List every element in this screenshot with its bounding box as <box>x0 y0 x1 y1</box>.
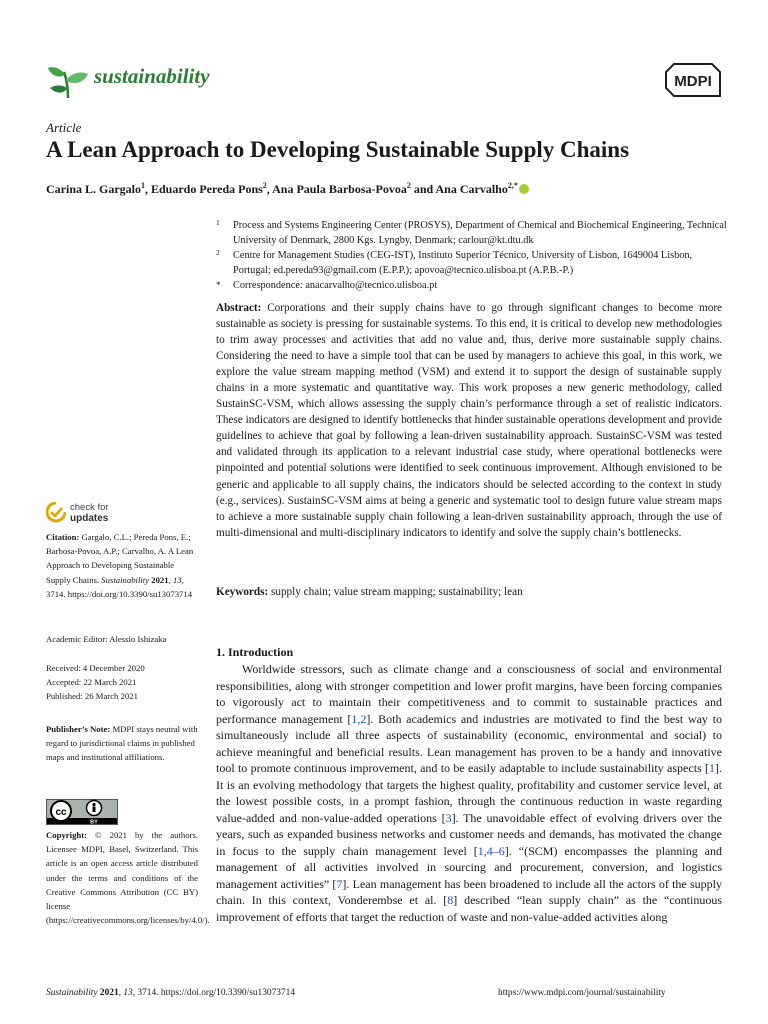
check-for-updates-line1: check for <box>70 502 109 513</box>
publisher-note <box>46 722 198 765</box>
cc-symbol-text: cc <box>55 807 67 818</box>
footer-journal-url[interactable]: https://www.mdpi.com/journal/sustainability <box>498 988 666 998</box>
orcid-icon[interactable] <box>519 184 529 194</box>
affiliations <box>216 218 728 293</box>
correspondence-item <box>216 278 728 293</box>
citation-ref-link[interactable]: 8 <box>447 893 454 907</box>
author-affil-mark: 2,* <box>507 181 518 190</box>
check-for-updates-line2: updates <box>70 513 109 524</box>
author-separator: , <box>266 182 273 196</box>
citation-text: Gargalo, C.L.; Pereda Pons, E.; Barbosa-Povoa, A.P.; Carvalho, A. A Lean Approach to Developing Sustainable Supply Chains. <box>46 532 194 585</box>
academic-editor: Academic Editor: Alessio Ishizaka <box>46 634 167 644</box>
citation-volume: 13 <box>172 574 182 585</box>
section-heading-introduction: 1. Introduction <box>216 645 294 659</box>
citation-ref-link[interactable]: 7 <box>336 876 343 891</box>
mdpi-logo-text: MDPI <box>674 73 712 90</box>
introduction-text: ]. “(SCM) encompasses the planning and management of all activities involved in sourcing and procurement, conversion, and logistics management activities” [ <box>216 843 722 891</box>
abstract-label: Abstract: <box>216 302 262 314</box>
cc-by-license-icon[interactable] <box>46 799 118 825</box>
affiliation-item <box>216 218 728 248</box>
citation-year: 2021 <box>151 574 169 585</box>
citation-block: Citation: Gargalo, C.L.; Pereda Pons, E.; Barbosa-Povoa, A.P.; Carvalho, A. A Lean Approach to Developing Sustainable Supply Chains. Sustainability 2021, 13, 3714. https://doi.org/10.3390/su13073714 <box>46 532 194 599</box>
abstract-text: Corporations and their supply chains have to go through significant changes to become more sustainable as society is pressing for sustainable systems. To this end, it is critical to develop new methodologies to trim away processes and activities that add no value and, thus, derive more sustainable supply chains. Considering the need to have a simple tool that can be used by managers to achieve this goal, in this work, we explore the value stream mapping method (VSM) and extend it to support the design of sustainable supply chains in a more systematic and quantitative way. This work proposes a new generic methodology, called SustainSC-VSM, which allows assessing the supply chain’s performance through a set of realistic indicators. These indicators are designed to identify bottlenecks that hinder sustainable operations development and provide guidelines to achieve that goal by following a lean-driven sustainability approach. SustainSC-VSM was tested and validated through its application to a relevant industrial case study, where operational bottlenecks were pinpointed and potential solutions were identified to seek continuous improvement. Although envisioned to be generic and applicable to all supply chains, the indicators should be selected according to the context in study (e.g., services). SustainSC-VSM aims at being a generic and systematic tool to design future value stream maps to achieve a more sustainable supply chain following a lean-driven sustainability approach, through the use of multi-dimensional and multi-disciplinary indicators to identify and solve the supply chain’s bottlenecks. <box>216 302 723 539</box>
footer-journal: Sustainability <box>46 988 98 998</box>
introduction-text: ]. The unavoidable effect of evolving drivers over the years, such as expanded business networks and customer needs and demands, has motivated the change in focus to the supply chain management level [ <box>216 810 722 858</box>
author-list <box>46 181 529 197</box>
citation-ref-link[interactable]: 1 <box>709 761 715 775</box>
citation-ref-link[interactable]: 1,4–6 <box>477 843 505 858</box>
keywords <box>216 584 722 600</box>
footer-citation: Sustainability 2021, 13, 3714. https://doi.org/10.3390/su13073714 <box>46 988 296 998</box>
author-affil-mark: 2 <box>406 181 411 190</box>
article-title: A Lean Approach to Developing Sustainable Supply Chains <box>46 137 630 162</box>
footer-volume: 13 <box>123 988 133 998</box>
author-affil-mark: 2 <box>262 181 267 190</box>
author-affil-mark: 1 <box>141 181 145 190</box>
author-name: Eduardo Pereda Pons <box>151 182 263 196</box>
mdpi-logo-icon <box>664 60 722 100</box>
citation-label: Citation: <box>46 532 80 542</box>
affiliation-item <box>216 248 728 278</box>
footer-year: 2021 <box>99 988 119 998</box>
publisher-note-text: MDPI stays neutral with regard to jurisdictional claims in published maps and institutional affiliations. <box>46 724 198 763</box>
introduction-text: ]. It is an evolving methodology that targets the highest quality, profitability and customer service level, at the lowest possible costs, in a prompt fashion, through the continuous reduction in waste regarding value-added and non-value-added operations [ <box>216 761 722 825</box>
check-for-updates-badge[interactable] <box>46 500 176 530</box>
introduction-text: Worldwide stressors, such as climate change and a consciousness of social and environmental responsibilities, along with stronger competition and lower profit margins, have been forcing companies to vigorously act to maintain their competitiveness and to commit to sustainable practices and performance management [ <box>216 662 722 726</box>
publication-dates <box>46 661 198 704</box>
author-name: Carina L. Gargalo <box>46 182 141 196</box>
copyright-text: © 2021 by the authors. Licensee MDPI, Basel, Switzerland. This article is an open access article distributed under the terms and conditions of the Creative Commons Attribution (CC BY) license (https://creativecommons.org/licenses/by/4.0/). <box>46 830 210 926</box>
author-name: Ana Paula Barbosa-Povoa <box>272 182 407 196</box>
cc-by-text: BY <box>90 819 98 825</box>
published-date: Published: 26 March 2021 <box>46 691 138 702</box>
author-separator: , <box>145 182 151 196</box>
abstract <box>216 300 722 541</box>
citation-ref-link[interactable]: 1,2 <box>351 711 367 726</box>
affiliation-mark: 1 <box>216 218 220 227</box>
check-for-updates-icon <box>46 502 66 526</box>
introduction-text: ] described “lean supply chain” as the “continuous improvement of efforts that target the reduction of waste and non-value-added activities along <box>216 893 723 924</box>
article-type: Article <box>46 120 82 135</box>
accepted-date: Accepted: 22 March 2021 <box>46 677 137 688</box>
introduction-paragraph <box>216 661 722 925</box>
copyright-label: Copyright: <box>46 830 88 840</box>
publisher-note-label: Publisher’s Note: <box>46 724 111 734</box>
introduction-text: ]. Both academics and industries are motivated to find the best way to simultaneously include all three aspects of sustainability (economic, environmental and social) to achieve meaningful and beneficial results. Lean management has proven to be a handy and innovative tool to promote continuous improvement, and to be easily adaptable to include sustainability aspects [ <box>216 711 722 775</box>
author-name: Ana Carvalho <box>435 182 508 196</box>
correspondence-text: Correspondence: anacarvalho@tecnico.ulisboa.pt <box>233 280 438 291</box>
affiliation-text: Process and Systems Engineering Center (PROSYS), Department of Chemical and Biochemical Engineering, Technical University of Denmark, 2800 Kgs. Lyngby, Denmark; carlour@kt.dtu.dk <box>233 220 727 246</box>
introduction-text: ]. Lean management has been broadened to include all the actors of the supply chain. In this context, Vonderembse et al. [ <box>216 876 722 907</box>
affiliation-mark: 2 <box>216 248 220 257</box>
keywords-label: Keywords: <box>216 586 269 598</box>
sustainability-leaf-logo-icon <box>46 58 90 100</box>
author-separator: and <box>410 182 436 196</box>
journal-name: sustainability <box>94 64 210 88</box>
citation-journal: Sustainability <box>101 574 150 585</box>
keywords-text: supply chain; value stream mapping; sustainability; lean <box>271 586 523 598</box>
citation-doi[interactable]: , 3714. https://doi.org/10.3390/su13073714 <box>46 574 193 599</box>
copyright-block <box>46 828 210 927</box>
citation-ref-link[interactable]: 3 <box>445 810 452 825</box>
affiliation-text: Centre for Management Studies (CEG-IST), Instituto Superior Técnico, University of Lisbon, 1649004 Lisbon, Portugal; ed.pereda93@gmail.com (E.P.P.); apovoa@tecnico.ulisboa.pt (A.P.B.-P.) <box>233 250 693 276</box>
footer-doi[interactable]: , 3714. https://doi.org/10.3390/su13073714 <box>132 988 296 998</box>
received-date: Received: 4 December 2020 <box>46 663 145 673</box>
correspondence-mark: * <box>216 280 221 290</box>
